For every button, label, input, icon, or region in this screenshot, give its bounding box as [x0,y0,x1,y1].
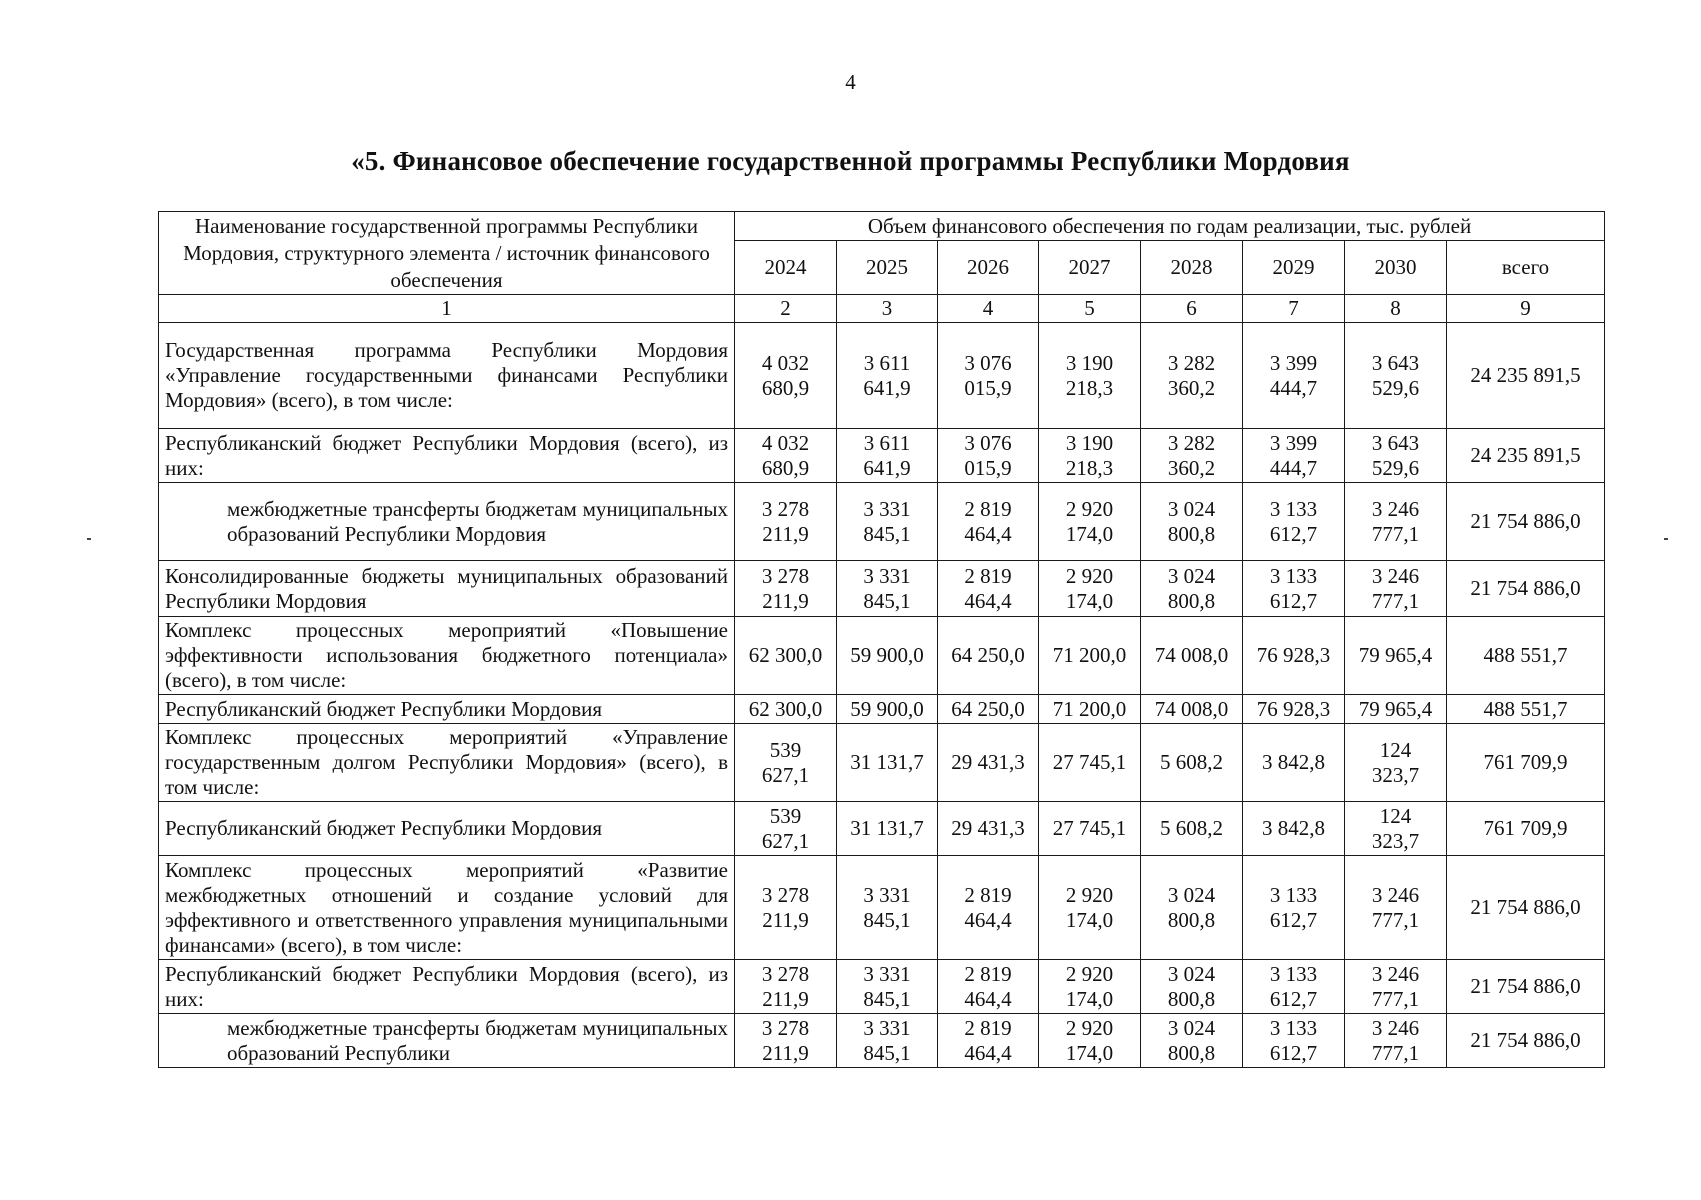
value-line: 360,2 [1167,455,1216,480]
table-row [159,483,1605,561]
value-line: 3 133 [1269,961,1318,986]
value-cell-2028 [1141,1014,1243,1068]
value-line: 3 611 [863,430,911,455]
value-line: 015,9 [964,455,1012,480]
value-line: 174,0 [1065,521,1114,546]
value-line: 174,0 [1065,986,1114,1011]
value-line: 124 [1379,737,1412,762]
row-name-cell: Республиканский бюджет Республики Мордовия (всего), из них: [159,960,735,1014]
value-line: 612,7 [1269,1040,1318,1065]
value-line: 3 246 [1371,496,1420,521]
value-line: 323,7 [1371,762,1420,787]
column-number: 3 [837,295,938,323]
value-cell-2025 [837,1014,938,1068]
table-row [159,724,1605,802]
value-line: 845,1 [863,986,911,1011]
value-line: 777,1 [1371,1040,1420,1065]
value-line: 800,8 [1167,521,1216,546]
value-line: 74 008,0 [1154,643,1229,667]
value-line: 3 278 [761,961,810,986]
value-line: 31 131,7 [850,750,924,774]
value-cell-2030 [1345,960,1447,1014]
value-line: 323,7 [1371,828,1420,853]
value-line: 76 928,3 [1256,643,1331,667]
header-group-cell: Объем финансового обеспечения по годам реализации, тыс. рублей [735,212,1605,241]
value-line: 800,8 [1167,588,1216,613]
value-line: 641,9 [863,375,911,400]
value-line: 59 900,0 [850,643,924,667]
value-line: 627,1 [761,762,810,787]
header-name-cell: Наименование государственной программы Республики Мордовия, структурного элемента / источник финансового обеспечения [159,212,735,295]
value-cell-2025 [837,802,938,856]
value-cell-2028 [1141,483,1243,561]
value-line: 211,9 [762,1040,809,1065]
value-line: 2 920 [1065,496,1114,521]
value-cell-2030 [1345,1014,1447,1068]
value-line: 444,7 [1269,375,1318,400]
value-line: 29 431,3 [951,816,1025,840]
header-year-2025: 2025 [837,241,938,295]
value-cell-2024 [735,483,837,561]
column-number-row [159,295,1605,323]
value-line: 76 928,3 [1256,696,1331,721]
value-cell-2030 [1345,802,1447,856]
value-line: 3 399 [1269,350,1318,375]
row-name-cell: Республиканский бюджет Республики Мордовия [159,695,735,724]
value-line: 529,6 [1371,375,1420,400]
value-line: 3 842,8 [1262,816,1325,840]
value-line: 464,4 [964,521,1012,546]
value-cell-2029 [1243,561,1345,617]
table-row [159,960,1605,1014]
value-line: 612,7 [1269,521,1318,546]
value-line: 800,8 [1167,907,1216,932]
value-cell-2027 [1039,429,1141,483]
value-cell-2026 [938,483,1039,561]
value-line: 360,2 [1167,375,1216,400]
value-line: 3 024 [1167,496,1216,521]
value-line: 539 [769,803,802,828]
value-cell-2028 [1141,802,1243,856]
value-line: 3 076 [964,350,1012,375]
value-line: 4 032 [761,350,810,375]
value-cell-2028 [1141,960,1243,1014]
value-line: 218,3 [1065,375,1114,400]
total-cell: 488 551,7 [1447,617,1605,695]
value-line: 3 190 [1065,430,1114,455]
value-line: 627,1 [761,828,810,853]
value-line: 211,9 [762,588,809,613]
value-cell-2029 [1243,802,1345,856]
value-cell-2026 [938,724,1039,802]
value-line: 3 024 [1167,563,1216,588]
value-cell-2025 [837,724,938,802]
table-body [159,323,1605,1068]
table-row [159,856,1605,960]
value-line: 3 024 [1167,1015,1216,1040]
value-cell-2027 [1039,1014,1141,1068]
scan-mark [87,538,91,540]
value-line: 218,3 [1065,455,1114,480]
header-year-2027: 2027 [1039,241,1141,295]
row-name-cell: межбюджетные трансферты бюджетам муниципальных образований Республики Мордовия [159,483,735,561]
value-line: 3 842,8 [1262,750,1325,774]
value-line: 539 [769,737,802,762]
value-cell-2025 [837,323,938,429]
total-cell: 21 754 886,0 [1447,960,1605,1014]
value-cell-2030 [1345,483,1447,561]
value-line: 59 900,0 [850,696,924,721]
value-line: 3 331 [863,1015,911,1040]
value-cell-2027 [1039,483,1141,561]
column-number: 6 [1141,295,1243,323]
row-name-cell: Республиканский бюджет Республики Мордовия [159,802,735,856]
value-cell-2030 [1345,617,1447,695]
financing-table [158,211,1605,1068]
value-cell-2026 [938,323,1039,429]
value-line: 3 643 [1371,350,1420,375]
value-cell-2026 [938,617,1039,695]
value-cell-2029 [1243,856,1345,960]
value-line: 174,0 [1065,907,1114,932]
value-cell-2028 [1141,561,1243,617]
value-line: 64 250,0 [951,643,1025,667]
value-line: 845,1 [863,588,911,613]
value-cell-2028 [1141,323,1243,429]
value-cell-2028 [1141,724,1243,802]
value-cell-2029 [1243,323,1345,429]
value-line: 3 024 [1167,961,1216,986]
column-number: 4 [938,295,1039,323]
page-number: 4 [845,70,856,94]
value-cell-2026 [938,802,1039,856]
value-line: 777,1 [1371,521,1420,546]
value-line: 2 920 [1065,882,1114,907]
value-cell-2024 [735,1014,837,1068]
value-cell-2030 [1345,695,1447,724]
value-cell-2027 [1039,960,1141,1014]
value-cell-2028 [1141,617,1243,695]
value-line: 62 300,0 [748,696,823,721]
value-cell-2030 [1345,429,1447,483]
value-line: 3 246 [1371,1015,1420,1040]
value-line: 211,9 [762,521,809,546]
value-line: 3 246 [1371,563,1420,588]
value-line: 31 131,7 [850,816,924,840]
row-name-cell: Комплекс процессных мероприятий «Повышение эффективности использования бюджетного потенциала» (всего), в том числе: [159,617,735,695]
value-line: 29 431,3 [951,750,1025,774]
value-line: 5 608,2 [1160,750,1223,774]
value-line: 3 331 [863,961,911,986]
value-cell-2025 [837,561,938,617]
value-cell-2029 [1243,617,1345,695]
table-row [159,429,1605,483]
value-line: 2 819 [964,1015,1012,1040]
header-year-2026: 2026 [938,241,1039,295]
column-number: 9 [1447,295,1605,323]
row-name-cell: Комплекс процессных мероприятий «Развитие межбюджетных отношений и создание условий для эффективного и ответственного управления муниципальными финансами» (всего), в том числе: [159,856,735,960]
value-line: 845,1 [863,907,911,932]
value-cell-2026 [938,429,1039,483]
value-cell-2024 [735,960,837,1014]
value-cell-2026 [938,856,1039,960]
value-line: 3 133 [1269,563,1318,588]
header-year-2028: 2028 [1141,241,1243,295]
table-row [159,695,1605,724]
header-year-2024: 2024 [735,241,837,295]
value-line: 3 190 [1065,350,1114,375]
value-cell-2025 [837,856,938,960]
value-line: 2 819 [964,882,1012,907]
row-name-cell: межбюджетные трансферты бюджетам муниципальных образований Республики [159,1014,735,1068]
value-line: 845,1 [863,1040,911,1065]
value-line: 124 [1379,803,1412,828]
total-cell: 21 754 886,0 [1447,483,1605,561]
value-line: 3 133 [1269,1015,1318,1040]
value-line: 680,9 [761,375,810,400]
table-row [159,617,1605,695]
value-cell-2024 [735,724,837,802]
value-line: 2 920 [1065,563,1114,588]
value-cell-2024 [735,561,837,617]
value-line: 3 278 [761,1015,810,1040]
value-line: 2 920 [1065,1015,1114,1040]
value-line: 777,1 [1371,907,1420,932]
table-row [159,561,1605,617]
value-cell-2025 [837,695,938,724]
value-cell-2027 [1039,617,1141,695]
value-cell-2029 [1243,695,1345,724]
value-line: 464,4 [964,907,1012,932]
scan-mark [1664,538,1668,540]
value-cell-2025 [837,960,938,1014]
value-cell-2027 [1039,802,1141,856]
value-line: 612,7 [1269,907,1318,932]
value-line: 3 133 [1269,882,1318,907]
total-cell: 24 235 891,5 [1447,323,1605,429]
value-line: 2 819 [964,961,1012,986]
value-line: 3 024 [1167,882,1216,907]
value-cell-2027 [1039,856,1141,960]
value-cell-2029 [1243,960,1345,1014]
section-title: «5. Финансовое обеспечение государственной программы Республики Мордовия [351,146,1350,176]
value-cell-2026 [938,960,1039,1014]
value-cell-2028 [1141,429,1243,483]
value-line: 3 331 [863,882,911,907]
value-cell-2026 [938,695,1039,724]
value-line: 3 246 [1371,882,1420,907]
value-line: 3 278 [761,882,810,907]
value-cell-2030 [1345,724,1447,802]
value-line: 71 200,0 [1052,696,1127,721]
value-cell-2029 [1243,724,1345,802]
value-line: 62 300,0 [748,643,823,667]
value-cell-2025 [837,429,938,483]
value-line: 3 643 [1371,430,1420,455]
row-name-cell: Государственная программа Республики Мордовия «Управление государственными финансами Республики Мордовия» (всего), в том числе: [159,323,735,429]
value-line: 3 133 [1269,496,1318,521]
value-cell-2030 [1345,323,1447,429]
value-cell-2026 [938,1014,1039,1068]
table-row [159,802,1605,856]
value-line: 3 076 [964,430,1012,455]
value-cell-2030 [1345,856,1447,960]
row-name-cell: Республиканский бюджет Республики Мордовия (всего), из них: [159,429,735,483]
value-cell-2029 [1243,1014,1345,1068]
value-cell-2025 [837,483,938,561]
value-cell-2024 [735,695,837,724]
value-line: 800,8 [1167,1040,1216,1065]
total-cell: 24 235 891,5 [1447,429,1605,483]
value-cell-2029 [1243,483,1345,561]
value-line: 529,6 [1371,455,1420,480]
value-line: 5 608,2 [1160,816,1223,840]
value-cell-2026 [938,561,1039,617]
total-cell: 761 709,9 [1447,802,1605,856]
value-line: 71 200,0 [1052,643,1127,667]
value-line: 641,9 [863,455,911,480]
total-cell: 488 551,7 [1447,695,1605,724]
value-line: 174,0 [1065,1040,1114,1065]
value-cell-2024 [735,617,837,695]
value-line: 015,9 [964,375,1012,400]
row-name-cell: Комплекс процессных мероприятий «Управление государственным долгом Республики Мордовия» (всего), в том числе: [159,724,735,802]
value-cell-2028 [1141,695,1243,724]
value-cell-2025 [837,617,938,695]
value-line: 464,4 [964,588,1012,613]
value-line: 444,7 [1269,455,1318,480]
column-number: 8 [1345,295,1447,323]
value-cell-2024 [735,802,837,856]
table-header [159,212,1605,323]
column-number: 2 [735,295,837,323]
value-cell-2030 [1345,561,1447,617]
value-line: 680,9 [761,455,810,480]
value-line: 3 278 [761,496,810,521]
value-line: 2 819 [964,496,1012,521]
table-row [159,323,1605,429]
header-year-2030: 2030 [1345,241,1447,295]
total-cell: 21 754 886,0 [1447,561,1605,617]
value-cell-2028 [1141,856,1243,960]
value-line: 3 399 [1269,430,1318,455]
value-line: 612,7 [1269,986,1318,1011]
value-line: 4 032 [761,430,810,455]
value-cell-2024 [735,429,837,483]
total-cell: 21 754 886,0 [1447,856,1605,960]
column-number: 7 [1243,295,1345,323]
value-line: 464,4 [964,986,1012,1011]
total-cell: 761 709,9 [1447,724,1605,802]
value-line: 64 250,0 [951,696,1025,721]
table-row [159,1014,1605,1068]
value-line: 3 282 [1167,430,1216,455]
value-line: 3 282 [1167,350,1216,375]
header-year-2029: 2029 [1243,241,1345,295]
value-line: 174,0 [1065,588,1114,613]
value-line: 79 965,4 [1358,696,1433,721]
header-total: всего [1447,241,1605,295]
value-line: 74 008,0 [1154,696,1229,721]
value-line: 800,8 [1167,986,1216,1011]
value-line: 3 331 [863,563,911,588]
column-number: 1 [159,295,735,323]
value-line: 27 745,1 [1052,750,1127,774]
value-cell-2029 [1243,429,1345,483]
value-line: 612,7 [1269,588,1318,613]
value-cell-2027 [1039,561,1141,617]
value-line: 3 611 [863,350,911,375]
value-line: 2 920 [1065,961,1114,986]
value-cell-2027 [1039,323,1141,429]
value-line: 464,4 [964,1040,1012,1065]
value-cell-2024 [735,856,837,960]
column-number: 5 [1039,295,1141,323]
value-line: 79 965,4 [1358,643,1433,667]
value-line: 27 745,1 [1052,816,1127,840]
value-line: 3 278 [761,563,810,588]
value-line: 3 246 [1371,961,1420,986]
value-line: 3 331 [863,496,911,521]
value-cell-2024 [735,323,837,429]
value-line: 211,9 [762,986,809,1011]
value-line: 2 819 [964,563,1012,588]
value-cell-2027 [1039,724,1141,802]
value-line: 777,1 [1371,588,1420,613]
row-name-cell: Консолидированные бюджеты муниципальных образований Республики Мордовия [159,561,735,617]
value-line: 845,1 [863,521,911,546]
total-cell: 21 754 886,0 [1447,1014,1605,1068]
value-cell-2027 [1039,695,1141,724]
value-line: 777,1 [1371,986,1420,1011]
value-line: 211,9 [762,907,809,932]
